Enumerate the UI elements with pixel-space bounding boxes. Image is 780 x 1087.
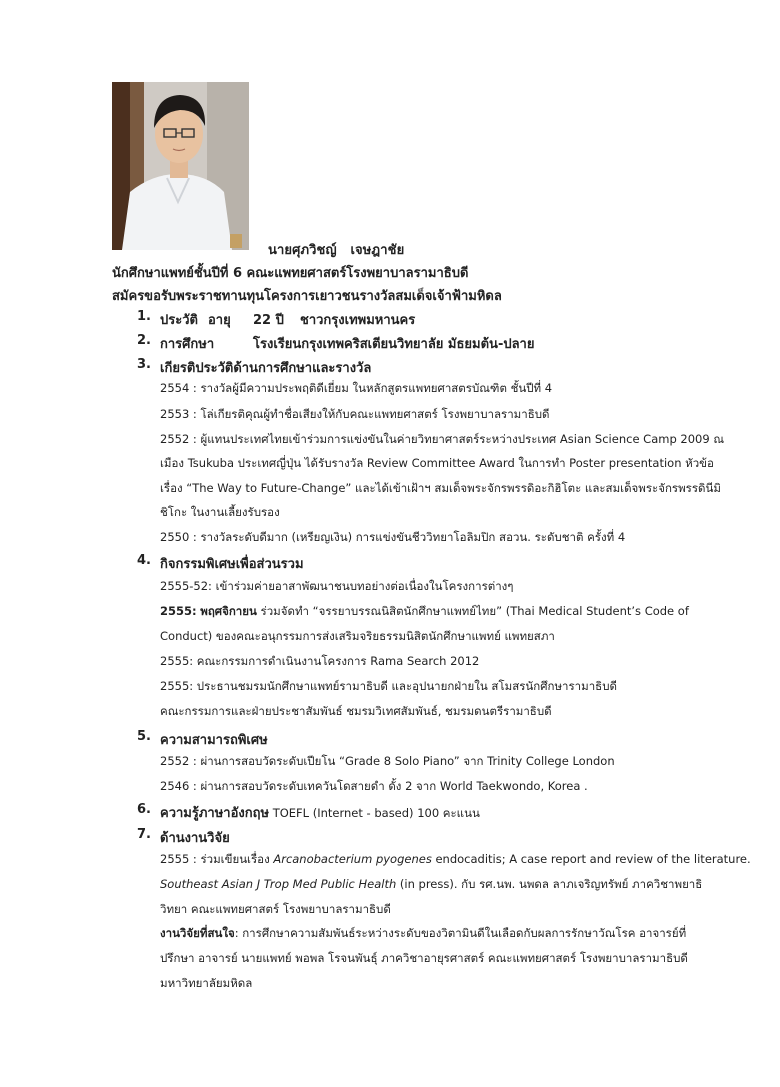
activity-line: 2555: ประธานชมรมนักศึกษาแพทย์รามาธิบดี และอุปนายกฝ่ายใน สโมสรนักศึกษารามาธิบดี — [160, 679, 617, 693]
award-line: 2554 : รางวัลผู้มีความประพฤติดีเยี่ยม ในหลักสูตรแพทยศาสตรบัณฑิต ชั้นปีที่ 4 — [160, 381, 553, 395]
section-heading-skills: ความสามารถพิเศษ — [160, 733, 268, 748]
section-heading-research: ด้านงานวิจัย — [160, 831, 230, 846]
activity-line: Conduct) ของคณะอนุกรรมการส่งเสริมจริยธรรมนิสิตนักศึกษาแพทย์ แพทยสภา — [160, 629, 555, 643]
section-number: 5. — [137, 729, 151, 744]
activity-line: คณะกรรมการและฝ่ายประชาสัมพันธ์ ชมรมวิเทศสัมพันธ์, ชมรมดนตรีรามาธิบดี — [160, 704, 552, 718]
research-text: (in press). กับ รศ.นพ. นพดล ลาภเจริญทรัพย์ ภาควิชาพยาธิ — [396, 877, 703, 891]
activity-year: 2555: — [160, 604, 197, 618]
section-number: 7. — [137, 827, 151, 842]
section-number: 2. — [137, 333, 151, 348]
applicant-status: นักศึกษาแพทย์ชั้นปีที่ 6 คณะแพทยศาสตร์โรงพยาบาลรามาธิบดี — [112, 266, 469, 281]
section-number: 6. — [137, 802, 151, 817]
research-line — [160, 925, 686, 943]
organism-name: Arcanobacterium pyogenes — [273, 852, 432, 866]
award-line: 2552 : ผู้แทนประเทศไทยเข้าร่วมการแข่งขันในค่ายวิทยาศาสตร์ระหว่างประเทศ Asian Science Camp 2009 ณ — [160, 432, 724, 446]
activity-line: 2555: คณะกรรมการดำเนินงานโครงการ Rama Search 2012 — [160, 654, 480, 668]
application-title: สมัครขอรับพระราชทานทุนโครงการเยาวชนรางวัลสมเด็จเจ้าฟ้ามหิดล — [112, 289, 502, 304]
section-number: 4. — [137, 553, 151, 568]
research-line: มหาวิทยาลัยมหิดล — [160, 976, 253, 990]
section-heading-profile: ประวัติ — [160, 313, 198, 328]
award-line: 2550 : รางวัลระดับดีมาก (เหรียญเงิน) การแข่งขันชีววิทยาโอลิมปิก สอวน. ระดับชาติ ครั้งที่ 4 — [160, 530, 626, 544]
research-line: วิทยา คณะแพทยศาสตร์ โรงพยาบาลรามาธิบดี — [160, 902, 391, 916]
journal-name: Southeast Asian J Trop Med Public Health — [160, 877, 397, 891]
toefl-score: TOEFL (Internet - based) 100 คะแนน — [269, 806, 480, 820]
school-name: โรงเรียนกรุงเทพคริสเตียนวิทยาลัย มัธยมต้น-ปลาย — [253, 337, 535, 352]
activity-text: ร่วมจัดทำ “จรรยาบรรณนิสิตนักศึกษาแพทย์ไทย” (Thai Medical Student’s Code of — [256, 604, 689, 618]
research-interest-label: งานวิจัยที่สนใจ — [160, 926, 235, 940]
section-heading-english — [160, 802, 480, 823]
research-line — [160, 851, 751, 869]
section-heading-awards: เกียรติประวัติด้านการศึกษาและรางวัล — [160, 361, 372, 376]
activity-line — [160, 603, 689, 621]
skill-line: 2546 : ผ่านการสอบวัดระดับเทควันโดสายดำ ดั้ง 2 จาก World Taekwondo, Korea . — [160, 779, 588, 793]
research-text: 2555 : ร่วมเขียนเรื่อง — [160, 852, 274, 866]
award-line: 2553 : โล่เกียรติคุณผู้ทำชื่อเสียงให้กับคณะแพทยศาสตร์ โรงพยาบาลรามาธิบดี — [160, 407, 550, 421]
profile-photo — [112, 82, 249, 250]
age-label: อายุ — [208, 313, 231, 328]
research-line: ปรึกษา อาจารย์ นายแพทย์ พอพล โรจนพันธุ์ ภาควิชาอายุรศาสตร์ คณะแพทยศาสตร์ โรงพยาบาลรามาธิบดี — [160, 951, 688, 965]
award-line: เมือง Tsukuba ประเทศญี่ปุ่น ได้รับรางวัล Review Committee Award ในการทำ Poster presentation หัวข้อ — [160, 456, 714, 470]
age-value: 22 ปี — [253, 313, 284, 328]
research-text: endocaditis; A case report and review of the literature. — [431, 852, 751, 866]
research-line — [160, 876, 702, 894]
activity-month: พฤศจิกายน — [200, 604, 257, 618]
section-number: 3. — [137, 357, 151, 372]
english-heading: ความรู้ภาษาอังกฤษ — [160, 806, 270, 821]
award-line: ชิโกะ ในงานเลี้ยงรับรอง — [160, 505, 280, 519]
applicant-name: นายศุภวิชญ์ เจษฎาชัย — [268, 243, 405, 258]
origin-value: ชาวกรุงเทพมหานคร — [300, 313, 416, 328]
research-text: : การศึกษาความสัมพันธ์ระหว่างระดับของวิตามินดีในเลือดกับผลการรักษาวัณโรค อาจารย์ที่ — [234, 926, 687, 940]
skill-line: 2552 : ผ่านการสอบวัดระดับเปียโน “Grade 8 Solo Piano” จาก Trinity College London — [160, 754, 615, 768]
activity-line: 2555-52: เข้าร่วมค่ายอาสาพัฒนาชนบทอย่างต่อเนื่องในโครงการต่างๆ — [160, 579, 514, 593]
section-heading-activities: กิจกรรมพิเศษเพื่อส่วนรวม — [160, 557, 304, 572]
award-line: เรื่อง “The Way to Future-Change” และได้เข้าเฝ้าฯ สมเด็จพระจักรพรรดิอะกิฮิโตะ และสมเด็จพระจักรพรรดินีมิ — [160, 481, 721, 495]
section-number: 1. — [137, 309, 151, 324]
section-heading-education: การศึกษา — [160, 337, 215, 352]
